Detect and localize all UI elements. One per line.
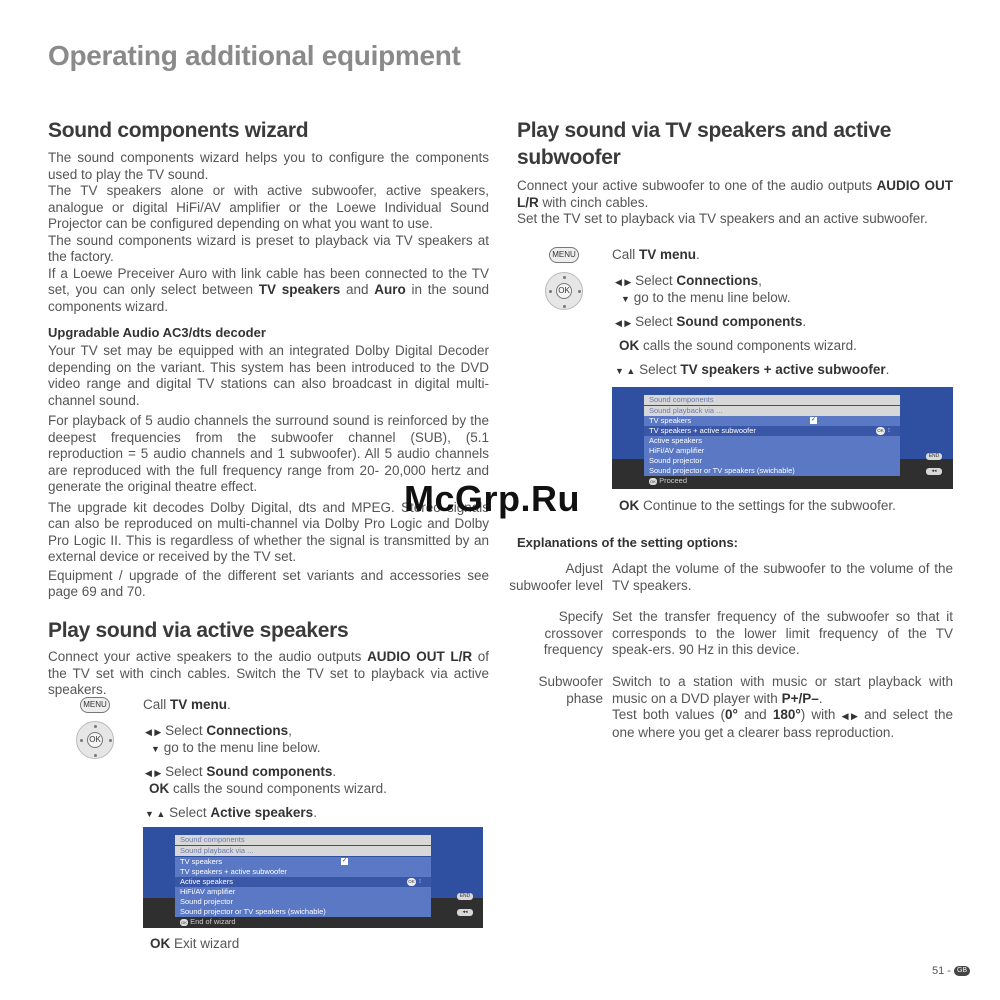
- option-label-phase: Subwoofer phase: [538, 674, 603, 706]
- tv-menu-screenshot: [612, 387, 953, 489]
- ok-badge-icon: OK: [408, 879, 415, 884]
- down-arrow-icon: ▼: [621, 294, 630, 304]
- step-continue: OK Continue to the settings for the subwoofer.: [619, 498, 896, 513]
- upgrade-heading: Upgradable Audio AC3/dts decoder: [48, 325, 266, 340]
- subwoofer-heading: Play sound via TV speakers and active subwoofer: [517, 119, 892, 169]
- step-goto-line: ▼ go to the menu line below.: [621, 290, 791, 308]
- wizard-text: [48, 150, 489, 315]
- step-call-menu: Call TV menu.: [143, 697, 231, 712]
- watermark-text: McGrp.Ru: [404, 478, 581, 519]
- menu-row-projector: Sound projector: [175, 897, 431, 907]
- ok-badge-icon: OK: [650, 478, 656, 484]
- step-call-menu: Call TV menu.: [612, 247, 700, 262]
- left-right-arrows-icon: ◀ ▶: [841, 711, 858, 721]
- ok-badge-icon: OK: [181, 919, 187, 925]
- option-label-crossover: Specify crossover frequency: [543, 609, 603, 657]
- down-arrow-icon: ▼: [151, 744, 160, 754]
- left-right-arrows-icon: ◀ ▶: [145, 768, 162, 778]
- menu-row-hifi: HiFi/AV amplifier: [175, 887, 431, 897]
- back-button-icon: ◂◂: [457, 909, 473, 916]
- upgrade-para-2: For playback of 5 audio channels the surround sound is reinforced by the deepest frequencies from the subwoofer channel (SUB), (5.1 reproduction = 5 audio channels and 1 subwoofer). All 5 audio channels are reproduced with the full frequency range from 20- 20,000 hertz and generate the original theatre effect.: [48, 413, 489, 494]
- menu-row-projector: Sound projector: [644, 456, 900, 466]
- subwoofer-intro: Connect your active subwoofer to one of the audio outputs AUDIO OUT L/R with cinch cables. Set the TV set to playback via TV speakers and an active subwoofer.: [517, 178, 953, 226]
- upgrade-para-4: Equipment / upgrade of the different set variants and accessories see page 69 and 70.: [48, 567, 489, 599]
- menu-row-active-speakers: Active speakers: [644, 436, 900, 446]
- ok-center-icon: OK: [556, 283, 572, 299]
- wizard-para-4: If a Loewe Preceiver Auro with link cable has been connected to the TV set, you can only select between TV speakers and Auro in the sound components wizard.: [48, 265, 489, 314]
- menu-row-subtitle: Sound playback via ...: [175, 846, 431, 856]
- option-text-phase: Switch to a station with music or start playback with music on a DVD player with P+/P–. Test both values (0° and 180°) with ◀ ▶ and select the one where you get a clearer bass reproduction.: [612, 674, 953, 740]
- end-button-icon: END: [457, 893, 473, 900]
- left-right-arrows-icon: ◀ ▶: [145, 727, 162, 737]
- ok-navpad-icon: [76, 721, 114, 759]
- end-button-icon: END: [926, 453, 942, 460]
- upgrade-text: [48, 343, 489, 601]
- active-speakers-heading: Play sound via active speakers: [48, 619, 349, 642]
- menu-row-title: Sound components: [644, 395, 900, 405]
- menu-row-projector-switch: Sound projector or TV speakers (swichable): [175, 907, 431, 917]
- wizard-heading: Sound components wizard: [48, 119, 309, 142]
- ok-badge-icon: OK: [877, 428, 884, 433]
- menu-row-subtitle: Sound playback via ...: [644, 406, 900, 416]
- checkmark-icon: ✓: [810, 417, 817, 423]
- step-select-subwoofer: ▼ ▲ Select TV speakers + active subwoofer.: [615, 362, 889, 380]
- updown-icon: ⁝: [419, 879, 421, 885]
- step-goto-line: ▼ go to the menu line below.: [151, 740, 321, 758]
- menu-footer: OK Proceed: [650, 476, 688, 485]
- option-text-level: Adapt the volume of the subwoofer to the volume of the TV speakers.: [612, 561, 953, 593]
- menu-button-icon: MENU: [80, 697, 110, 713]
- step-select-sound: ◀ ▶ Select Sound components.: [145, 764, 336, 782]
- tv-menu-screenshot: [143, 827, 483, 928]
- menu-row-tv-subwoofer: TV speakers + active subwoofer OK ⁝: [644, 426, 900, 436]
- step-select-sound: ◀ ▶ Select Sound components.: [615, 314, 806, 332]
- back-button-icon: ◂◂: [926, 468, 942, 475]
- left-right-arrows-icon: ◀ ▶: [615, 277, 632, 287]
- page-title: Operating additional equipment: [48, 40, 461, 71]
- country-badge: GB: [954, 966, 970, 976]
- menu-row-projector-switch: Sound projector or TV speakers (swichable): [644, 466, 900, 476]
- option-text-crossover: Set the transfer frequency of the subwoofer so that it corresponds to the lower limit frequency of the TV speak-ers. 90 Hz in this device.: [612, 609, 953, 657]
- step-select-connections: ◀ ▶ Select Connections,: [615, 273, 762, 291]
- page-number: 51 - GB: [932, 965, 970, 977]
- step-exit-wizard: OK Exit wizard: [150, 936, 240, 951]
- option-label-level: Adjust subwoofer level: [509, 561, 603, 593]
- active-intro: Connect your active speakers to the audio outputs AUDIO OUT L/R of the TV set with cinch cables. Switch the TV set to playback via active speakers.: [48, 649, 489, 697]
- menu-row-tv-speakers: TV speakers ✓: [644, 416, 900, 426]
- updown-icon: ⁝: [888, 428, 890, 434]
- upgrade-para-3: The upgrade kit decodes Dolby Digital, dts and MPEG. Stereo signals can also be reproduced on multi-channel via Dolby Pro Logic and Dolby Pro Logic II. This is regardless of whether the signal is transmitted by an external device or received by the TV set.: [48, 499, 489, 564]
- menu-footer: OK End of wizard: [181, 917, 236, 926]
- menu-row-tv-subwoofer: TV speakers + active subwoofer: [175, 867, 431, 877]
- menu-button-icon: MENU: [549, 247, 579, 263]
- wizard-para-3: The sound components wizard is preset to playback via TV speakers at the factory.: [48, 232, 489, 264]
- step-ok-wizard: OK calls the sound components wizard.: [149, 781, 387, 796]
- down-up-arrows-icon: ▼ ▲: [615, 366, 636, 376]
- ok-navpad-icon: [545, 272, 583, 310]
- menu-row-title: Sound components: [175, 835, 431, 845]
- step-select-connections: ◀ ▶ Select Connections,: [145, 723, 292, 741]
- upgrade-para-1: Your TV set may be equipped with an integrated Dolby Digital Decoder depending on the variant. This system has been introduced to the DVD video range and digital TV stations can also broadcast in digital multi-channel sound.: [48, 343, 489, 408]
- ok-center-icon: OK: [87, 732, 103, 748]
- left-right-arrows-icon: ◀ ▶: [615, 318, 632, 328]
- menu-row-hifi: HiFi/AV amplifier: [644, 446, 900, 456]
- explanations-heading: Explanations of the setting options:: [517, 535, 738, 550]
- menu-row-tv-speakers: TV speakers ✓: [175, 857, 431, 867]
- wizard-para-1: The sound components wizard helps you to configure the components used to play the TV sound.: [48, 150, 489, 182]
- step-select-active: ▼ ▲ Select Active speakers.: [145, 805, 317, 823]
- step-ok-wizard: OK calls the sound components wizard.: [619, 338, 857, 353]
- menu-row-active-speakers: Active speakers OK ⁝: [175, 877, 431, 887]
- wizard-para-2: The TV speakers alone or with active subwoofer, active speakers, analogue or digital HiFi/AV amplifier or the Loewe Individual Sound Projector can be configured depending on what you want to use.: [48, 183, 489, 231]
- down-up-arrows-icon: ▼ ▲: [145, 809, 166, 819]
- checkmark-icon: ✓: [341, 858, 348, 864]
